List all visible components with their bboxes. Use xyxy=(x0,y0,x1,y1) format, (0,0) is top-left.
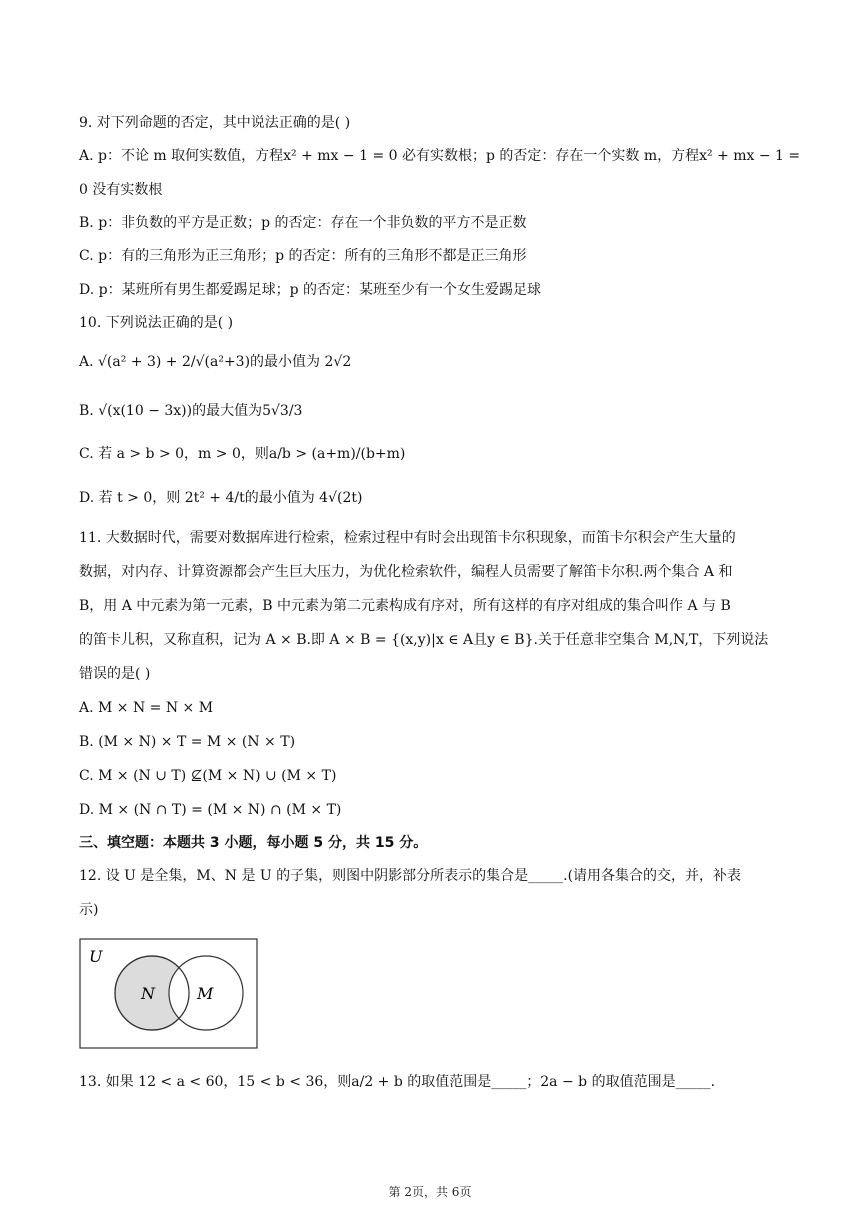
q10-option-c: C. 若 a > b > 0，m > 0，则a/b > (a+m)/(b+m) xyxy=(79,446,406,462)
q10-option-d: D. 若 t > 0，则 2t² + 4/t的最小值为 4√(2t) xyxy=(79,490,363,506)
q11-option-d: D. M × (N ∩ T) = (M × N) ∩ (M × T) xyxy=(79,802,342,818)
q10-stem: 10. 下列说法正确的是( ) xyxy=(79,315,234,331)
q9-option-a-line1: A. p：不论 m 取何实数值，方程x² + mx − 1 = 0 必有实数根；p 的否定：存在一个实数 m，方程x² + mx − 1 = xyxy=(79,148,801,164)
q11-line1: 11. 大数据时代，需要对数据库进行检索，检索过程中有时会出现笛卡尔积现象，而笛卡尔积会产生大量的 xyxy=(79,530,736,546)
venn-label-n: N xyxy=(141,984,155,1003)
q9-option-b: B. p：非负数的平方是正数；p 的否定：存在一个非负数的平方不是正数 xyxy=(79,215,527,231)
q9-option-a-line2: 0 没有实数根 xyxy=(79,182,163,198)
q11-option-a: A. M × N = N × M xyxy=(79,700,214,716)
section-3-heading: 三、填空题：本题共 3 小题，每小题 5 分，共 15 分。 xyxy=(79,835,428,851)
q10-option-a: A. √(a² + 3) + 2/√(a²+3)的最小值为 2√2 xyxy=(79,354,352,370)
q11-line5: 错误的是( ) xyxy=(79,666,151,682)
q11-line4: 的笛卡儿积，又称直积，记为 A × B.即 A × B = {(x,y)|x ∈ A且y ∈ B}.关于任意非空集合 M,N,T，下列说法 xyxy=(79,632,769,648)
q11-line2: 数据，对内存、计算资源都会产生巨大压力，为优化检索软件，编程人员需要了解笛卡尔积.两个集合 A 和 xyxy=(79,564,733,580)
q11-line3: B，用 A 中元素为第一元素，B 中元素为第二元素构成有序对，所有这样的有序对组成的集合叫作 A 与 B xyxy=(79,598,731,614)
page-footer: 第 2页，共 6页 xyxy=(388,1185,472,1199)
q9-option-d: D. p：某班所有男生都爱踢足球；p 的否定：某班至少有一个女生爱踢足球 xyxy=(79,282,541,298)
q10-option-b: B. √(x(10 − 3x))的最大值为5√3/3 xyxy=(79,403,303,419)
q9-option-c: C. p：有的三角形为正三角形；p 的否定：所有的三角形不都是正三角形 xyxy=(79,248,527,264)
q9-stem: 9. 对下列命题的否定，其中说法正确的是( ) xyxy=(79,115,351,131)
venn-label-u: U xyxy=(89,947,103,966)
q11-option-c: C. M × (N ∪ T) ⊈(M × N) ∪ (M × T) xyxy=(79,768,337,784)
q11-option-b: B. (M × N) × T = M × (N × T) xyxy=(79,734,296,750)
q12-line1: 12. 设 U 是全集，M、N 是 U 的子集，则图中阴影部分所表示的集合是_____.(请用各集合的交，并，补表 xyxy=(79,868,742,884)
q12-line2: 示) xyxy=(79,902,99,918)
venn-diagram xyxy=(79,938,259,1050)
q13: 13. 如果 12 < a < 60，15 < b < 36，则a/2 + b 的取值范围是_____；2a − b 的取值范围是_____. xyxy=(79,1074,716,1090)
venn-label-m: M xyxy=(197,984,214,1003)
